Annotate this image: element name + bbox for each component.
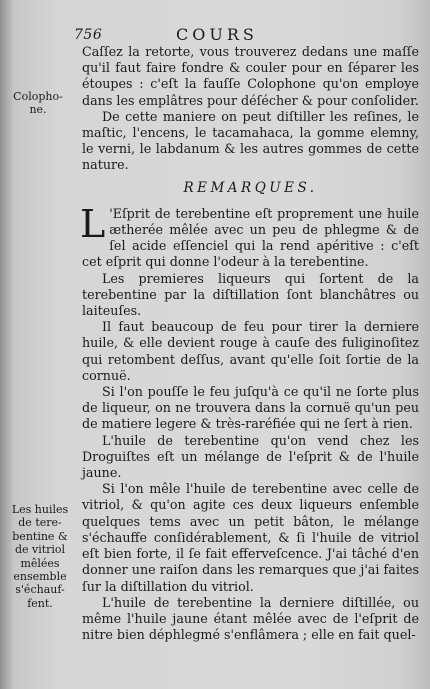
page-header — [0, 24, 430, 46]
running-title: COURS — [176, 25, 258, 44]
paragraph — [80, 201, 419, 271]
section-title: REMARQUES. — [183, 179, 318, 196]
paragraph: L'huile de terebentine la derniere diſtillée, ou même l'huile jaune étant mêlée avec de l'eſprit de nitre bien déphlegmé s'enflâmera ; elle en fait quel- — [82, 594, 419, 643]
page-number: 756 — [74, 27, 103, 43]
margin-note-text: Colopho- ne. — [13, 90, 63, 117]
drop-cap: L — [80, 201, 106, 246]
body-text — [82, 44, 419, 643]
paragraph-text: 'Eſprit de terebentine eſt proprement une huile ætherée mêlée avec un peu de phlegme & de ſel acide eſſenciel qui la rend apéritive : c'eſt cet eſprit qui donne l'odeur à la terebentine. — [82, 205, 419, 270]
paragraph: Si l'on pouſſe le feu juſqu'à ce qu'il ne ſorte plus de liqueur, on ne trouvera dans la cornuë qu'un peu de matiere legere & très-raréfiée qui ne ſert à rien. — [82, 384, 419, 432]
paragraph: Les premieres liqueurs qui ſortent de la terebentine par la diſtillation ſont blanchâtres ou laiteuſes. — [82, 270, 419, 319]
margin-note-colophone — [6, 90, 70, 117]
margin-note-text: Les huiles de tere- bentine & de vitriol mêlées ensemble s'échauf- fent. — [11, 503, 69, 610]
paragraph: Il faut beaucoup de feu pour tirer la derniere huile, & elle devient rouge à cauſe des fuliginoſitez qui retombent deſſus, avant qu'elle ſoit ſortie de la cornuë. — [82, 319, 419, 383]
paragraph: L'huile de terebentine qu'on vend chez les Droguiſtes eſt un mélange de l'eſprit & de l'huile jaune. — [82, 432, 419, 481]
paragraph: Caſſez la retorte, vous trouverez dedans une maſſe qu'il faut faire fondre & couler pour en ſéparer les étoupes : c'eſt la fauſſe Colophone qu'on employe dans les emplâtres pour déſécher & pour conſolider. — [82, 44, 419, 108]
paragraph: De cette maniere on peut diſtiller les reſines, le maſtic, l'encens, le tacamahaca, la gomme elemny, le verni, le labdanum & les autres gommes de cette nature. — [82, 108, 419, 173]
margin-note-huiles — [4, 503, 76, 610]
paragraph: Si l'on mêle l'huile de terebentine avec celle de vitriol, & qu'on agite ces deux liqueurs enſemble quelques tems avec un petit bâton, le mélange s'échauffe conſidérablement, & ſi l'huile de vitriol eſt bien forte, il ſe fait effervеſcence. J'ai tâché d'en donner une raiſon dans les remarques que j'ai faites ſur la diſtillation du vitriol. — [82, 481, 419, 594]
